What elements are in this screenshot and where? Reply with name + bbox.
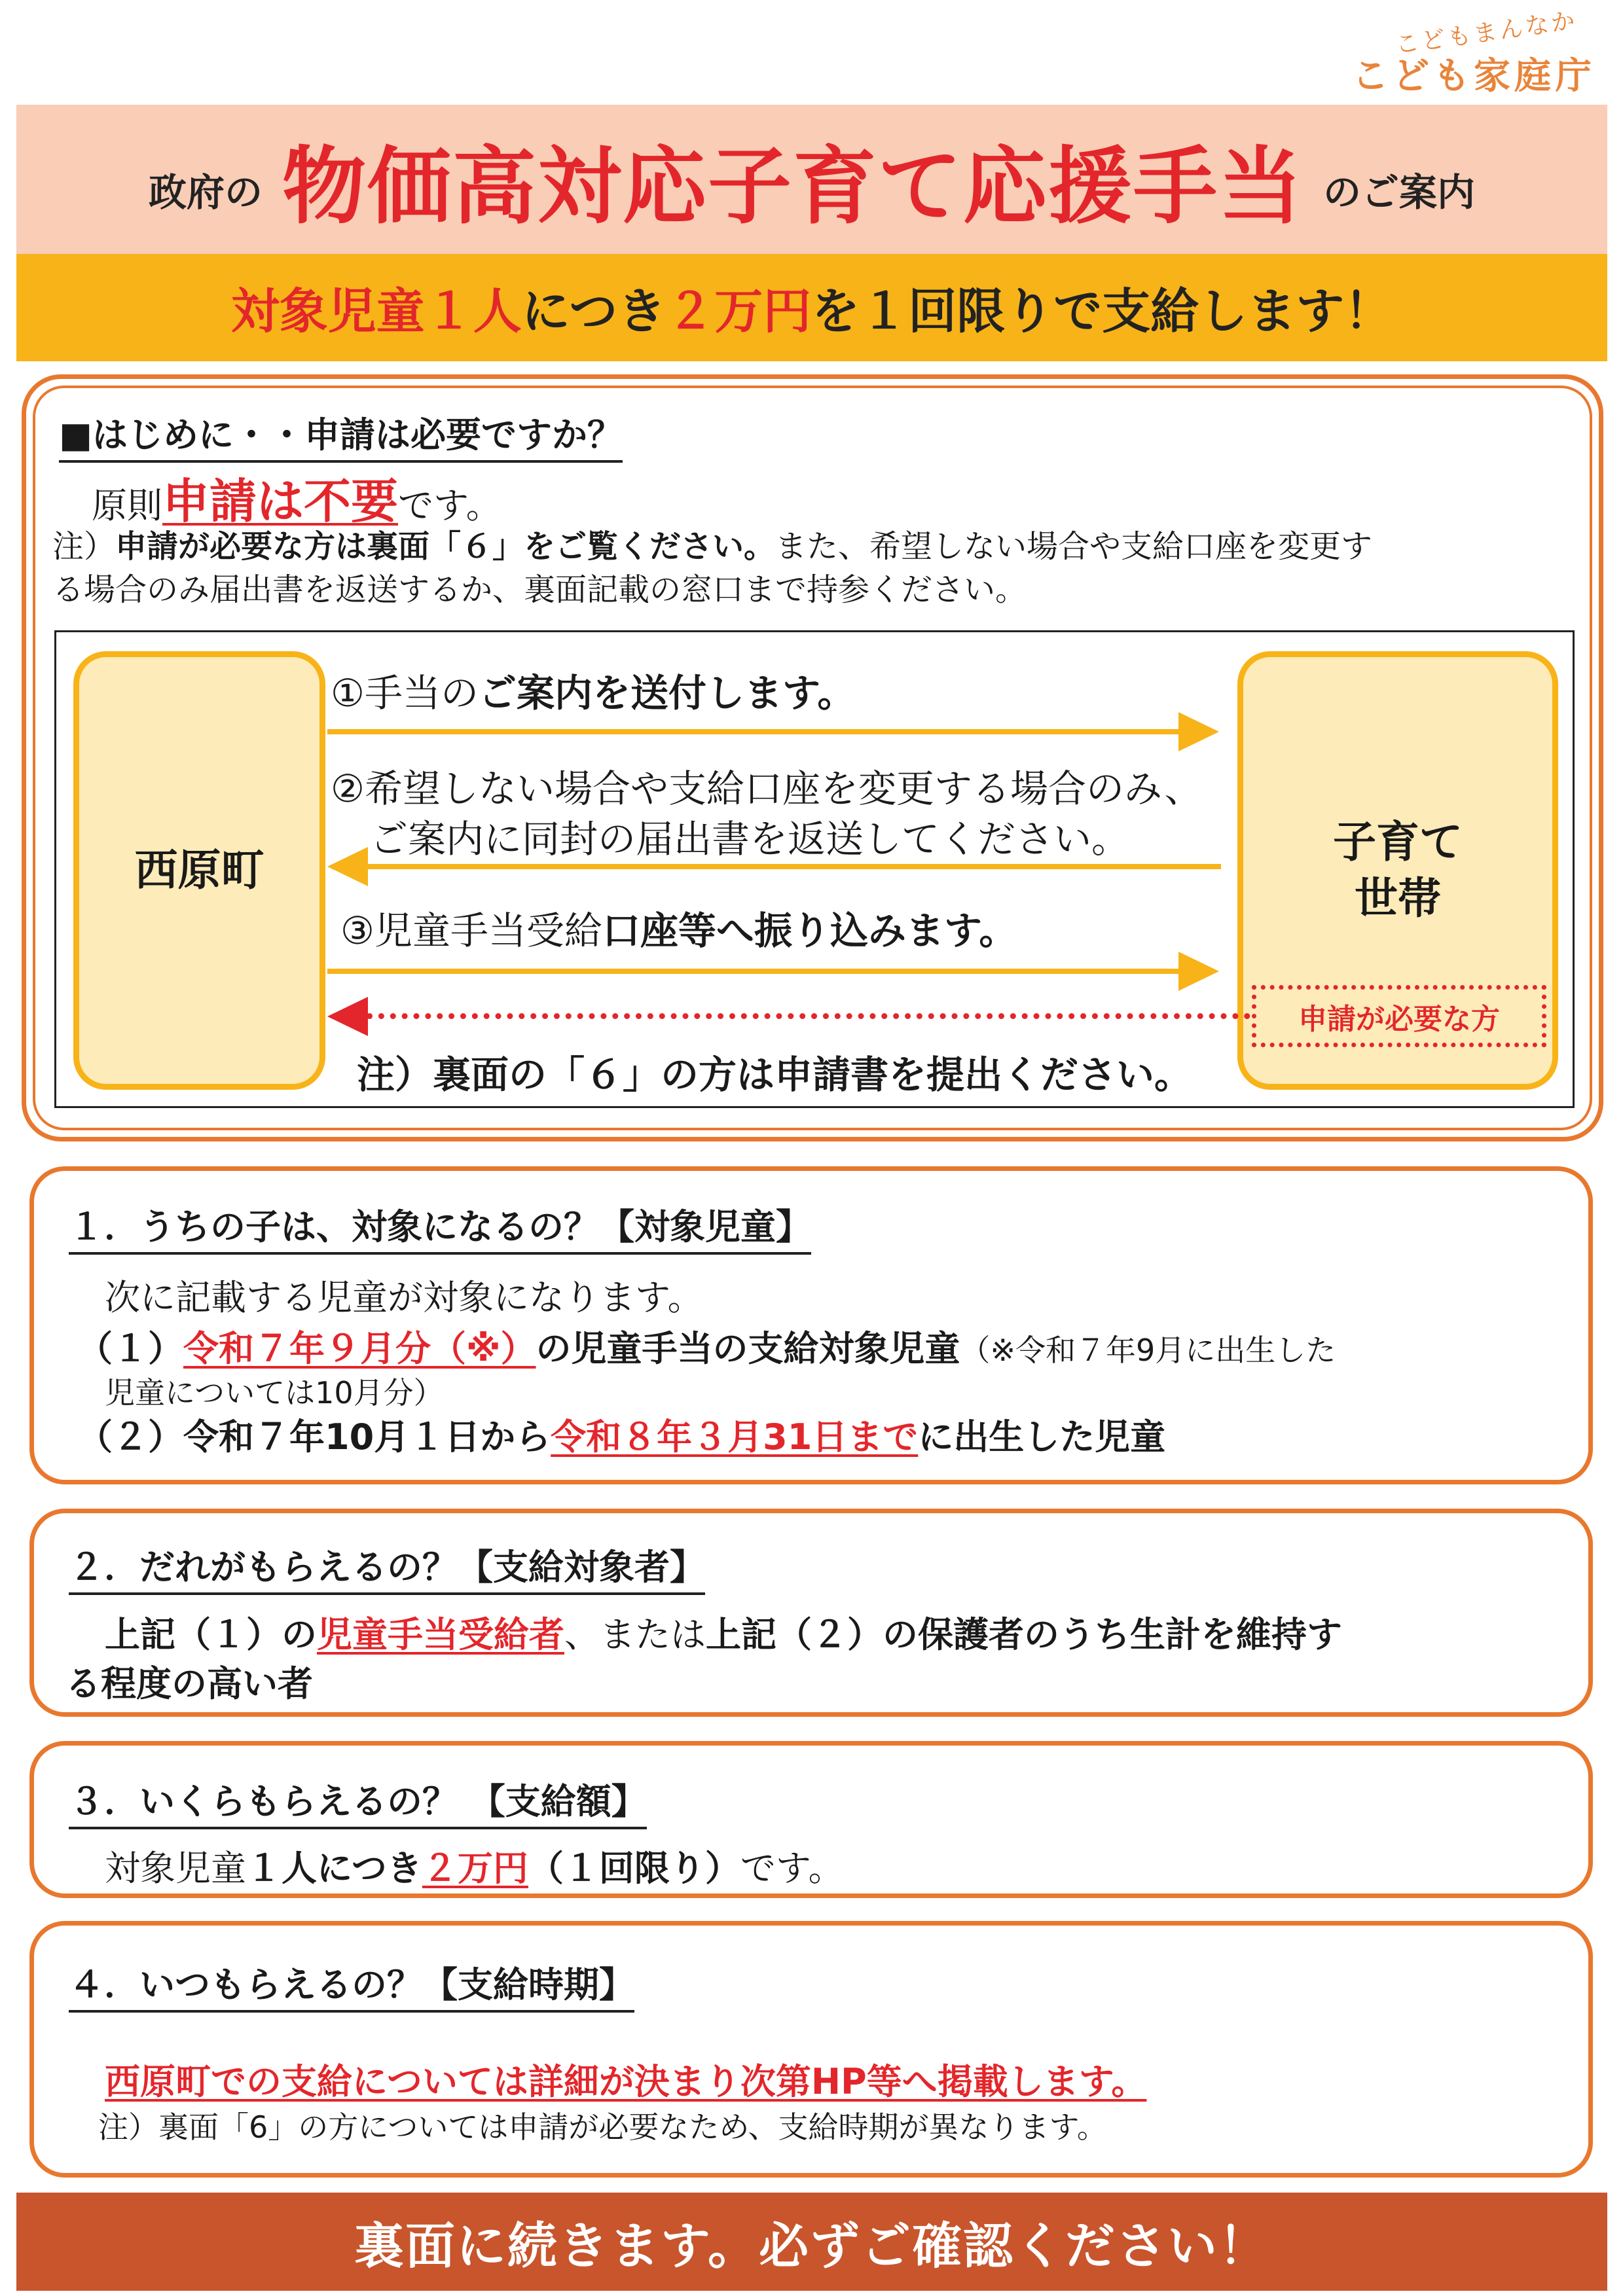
footer-text: 裏面に続きます。必ずご確認ください！ (354, 2216, 1269, 2275)
step-2-text-line-2: ご案内に同封の届出書を返送してください。 (370, 817, 1130, 861)
section-2-line-2: る程度の高い者 (65, 1663, 313, 1704)
intro-note-line-2: る場合のみ届出書を返送するか、裏面記載の窓口まで持参ください。 (52, 571, 1027, 608)
application-needed-tag (1252, 985, 1546, 1047)
section-1-lead: 次に記載する児童が対象になります。 (105, 1277, 703, 1318)
section-3-pre: 対象児童 (105, 1848, 246, 1889)
section-3-amount: ２万円 (422, 1848, 528, 1889)
logo-tagline: こどもまんなか (1393, 7, 1579, 60)
arrow-right-icon (1178, 952, 1219, 991)
party-nishihara-town (73, 651, 325, 1090)
item-1-number: （１） (77, 1328, 183, 1369)
section-1-heading: １．うちの子は、対象になるの？【対象児童】 (69, 1199, 811, 1255)
headline-banner (16, 254, 1607, 361)
section-4-timing-line: 西原町での支給については詳細が決まり次第HP等へ掲載します。 (105, 2061, 1147, 2102)
arrow-step-3-line (327, 969, 1185, 974)
arrow-left-red-icon (327, 997, 368, 1036)
section-3-post: です。 (740, 1848, 844, 1889)
page-title (16, 105, 1607, 254)
section-2-post: 上記（２）の保護者のうち生計を維持す (706, 1614, 1342, 1655)
party-nishihara-label: 西原町 (134, 845, 264, 896)
application-dotted-line (367, 1013, 1250, 1019)
section-2-pre: 上記（１）の (105, 1614, 317, 1655)
section-2-mid: 、または (564, 1614, 706, 1655)
step-1-bold: ご案内を送付します。 (479, 671, 856, 715)
section-3-per-child: １人につき (246, 1848, 422, 1889)
item-1-note: （※令和７年9月に出生した (960, 1333, 1336, 1368)
section-2-line-1 (105, 1607, 1342, 1657)
application-needed-label: 申請が必要な方 (1298, 1002, 1500, 1036)
banner-part-3: ２万円 (666, 283, 812, 340)
section-3-heading: ３．いくらもらえるの？ 【支給額】 (69, 1774, 647, 1829)
section-2-heading: ２．だれがもらえるの？【支給対象者】 (69, 1539, 705, 1595)
intro-note-lead: 注） (52, 528, 116, 565)
section-4-note: 注）裏面「6」の方については申請が必要なため、支給時期が異なります。 (98, 2109, 1107, 2145)
banner-part-1: 対象児童１人 (230, 283, 522, 340)
title-prefix: 政府の (148, 170, 263, 215)
party-household-label-1: 子育て (1333, 817, 1463, 868)
step-1-text (331, 662, 855, 717)
banner-part-4: を１回限りで支給します！ (811, 283, 1393, 340)
intro-principle-emphasis: 申請は不要 (162, 474, 399, 529)
item-1-month: 令和７年９月分（※） (183, 1328, 536, 1369)
intro-principle-post: です。 (398, 485, 501, 526)
item-2-pre: （２）令和７年10月１日から (77, 1416, 551, 1458)
section-3-once: （１回限り） (528, 1848, 740, 1889)
party-household-label-2: 世帯 (1355, 873, 1441, 924)
diagram-bottom-note: 注）裏面の「６」の方は申請書を提出ください。 (357, 1052, 1193, 1097)
banner-part-2: につき (521, 283, 666, 340)
intro-note-bold: 申請が必要な方は裏面「６」をご覧ください。 (115, 528, 776, 565)
section-2-recipient: 児童手当受給者 (317, 1614, 564, 1655)
arrow-left-icon (327, 847, 368, 886)
item-2-deadline: 令和８年３月31日まで (551, 1416, 919, 1458)
step-3-text (340, 900, 1017, 955)
section-1-item-1 (77, 1321, 1336, 1371)
intro-principle-pre: 原則 (92, 485, 162, 526)
section-1-item-1-note-line-2: 児童については10月分） (105, 1375, 444, 1410)
arrow-step-2-line (367, 864, 1221, 869)
step-3-bold: 口座等へ振り込みます。 (602, 908, 1017, 953)
item-1-rest: の児童手当の支給対象児童 (536, 1328, 960, 1369)
arrow-right-icon (1178, 712, 1219, 751)
intro-heading: ■はじめに・・申請は必要ですか？ (59, 407, 623, 463)
step-1-plain: ①手当の (331, 671, 479, 715)
section-1-item-2 (77, 1409, 1165, 1460)
item-2-post: に出生した児童 (918, 1416, 1166, 1458)
section-4-heading: ４．いつもらえるの？【支給時期】 (69, 1957, 634, 2013)
title-suffix: のご案内 (1323, 170, 1476, 215)
intro-note-line-1 (52, 521, 1372, 566)
section-3-line (105, 1840, 844, 1891)
step-3-plain: ③児童手当受給 (340, 908, 602, 953)
intro-note-rest: また、希望しない場合や支給口座を変更す (775, 528, 1373, 565)
arrow-step-1-line (327, 729, 1185, 734)
title-main: 物価高対応子育て応援手当 (282, 138, 1304, 236)
footer-banner (16, 2193, 1607, 2291)
logo-agency-name: こども家庭庁 (1352, 55, 1596, 98)
step-2-text-line-1: ②希望しない場合や支給口座を変更する場合のみ、 (331, 766, 1203, 811)
